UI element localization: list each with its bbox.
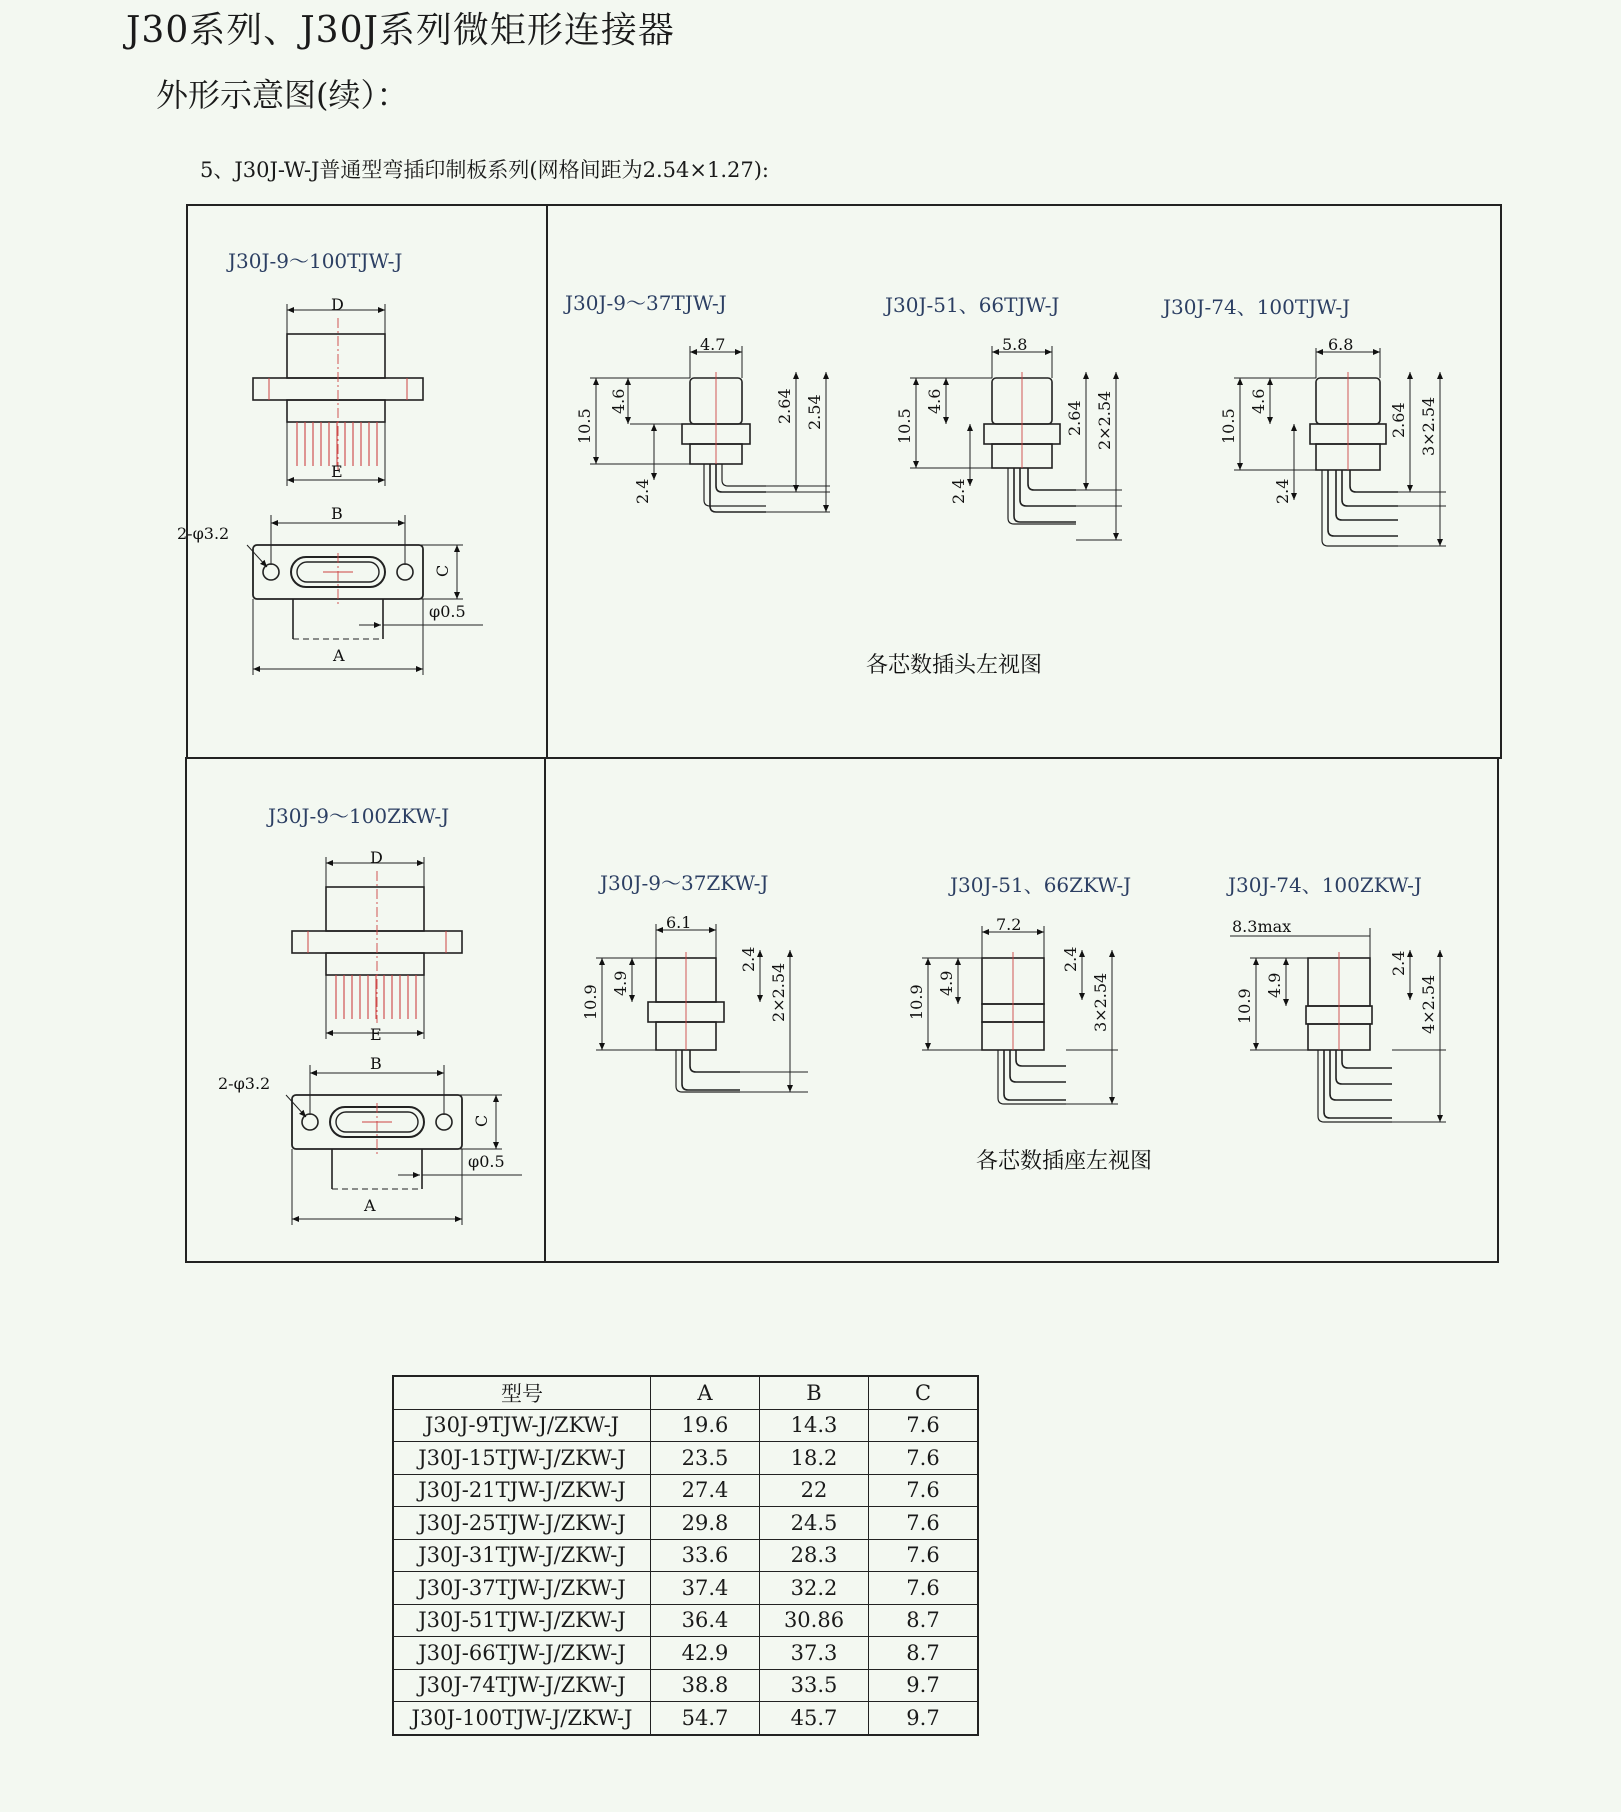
cell-c: 9.7 [869, 1702, 979, 1735]
dimension-table-wrap [392, 1375, 979, 1736]
socket-v1-shell: 4.9 [611, 970, 630, 996]
header-c: C [869, 1376, 979, 1409]
plug-v3-width: 6.8 [1328, 335, 1354, 354]
cell-model: J30J-100TJW-J/ZKW-J [393, 1702, 651, 1735]
table-row [393, 1442, 978, 1475]
table-row [393, 1409, 978, 1442]
cell-a: 33.6 [651, 1539, 760, 1572]
cell-c: 7.6 [869, 1572, 979, 1605]
plug-v2-pitch2: 2×2.54 [1095, 390, 1114, 450]
cell-c: 8.7 [869, 1637, 979, 1670]
plug-outline-title: J30J-9～100TJW-J [228, 249, 403, 273]
table-row [393, 1572, 978, 1605]
socket-v3-shell: 4.9 [1265, 972, 1284, 998]
cell-model: J30J-74TJW-J/ZKW-J [393, 1669, 651, 1702]
cell-model: J30J-9TJW-J/ZKW-J [393, 1409, 651, 1442]
plug-v3-shell: 4.6 [1249, 388, 1268, 414]
header-a: A [651, 1376, 760, 1409]
plug-v2-pitch1: 2.64 [1065, 400, 1084, 436]
socket-label-pin: φ0.5 [468, 1152, 505, 1171]
socket-v1-pitch1: 2.4 [739, 946, 758, 972]
plug-v1-height: 10.5 [575, 408, 594, 444]
socket-view-1-title: J30J-9～37ZKW-J [600, 871, 769, 895]
cell-a: 29.8 [651, 1507, 760, 1540]
cell-b: 30.86 [760, 1604, 869, 1637]
socket-front-view [218, 1054, 522, 1225]
socket-v2-pitch2: 3×2.54 [1091, 972, 1110, 1032]
socket-v2-width: 7.2 [996, 915, 1022, 934]
socket-view-2-title: J30J-51、66ZKW-J [950, 873, 1132, 897]
table-row [393, 1637, 978, 1670]
cell-b: 28.3 [760, 1539, 869, 1572]
plug-label-c: C [433, 564, 452, 577]
plug-label-b: B [331, 504, 343, 523]
socket-v2-height: 10.9 [907, 984, 926, 1020]
plug-label-holes: 2-φ3.2 [177, 524, 230, 543]
cell-b: 24.5 [760, 1507, 869, 1540]
plug-label-e: E [331, 462, 343, 481]
socket-v1-height: 10.9 [581, 984, 600, 1020]
cell-model: J30J-25TJW-J/ZKW-J [393, 1507, 651, 1540]
header-model: 型号 [393, 1376, 651, 1409]
table-body [393, 1409, 978, 1735]
cell-c: 7.6 [869, 1539, 979, 1572]
cell-model: J30J-51TJW-J/ZKW-J [393, 1604, 651, 1637]
table-row [393, 1507, 978, 1540]
plug-view-3-title: J30J-74、100TJW-J [1163, 295, 1351, 319]
socket-views-caption: 各芯数插座左视图 [976, 1149, 1153, 1174]
socket-v3-height: 10.9 [1235, 988, 1254, 1024]
cell-b: 22 [760, 1474, 869, 1507]
socket-label-holes: 2-φ3.2 [218, 1074, 271, 1093]
plug-label-pin: φ0.5 [429, 602, 466, 621]
cell-a: 37.4 [651, 1572, 760, 1605]
plug-v1-offset: 2.4 [633, 478, 652, 504]
table-row [393, 1702, 978, 1735]
plug-label-d: D [331, 295, 344, 314]
plug-side-view-3 [1161, 295, 1350, 319]
plug-v2-height: 10.5 [895, 408, 914, 444]
socket-label-b: B [370, 1054, 382, 1073]
plug-v3-offset: 2.4 [1273, 478, 1292, 504]
table-row [393, 1669, 978, 1702]
plug-v2-offset: 2.4 [949, 478, 968, 504]
socket-v1-width: 6.1 [666, 913, 692, 932]
socket-v2-shell: 4.9 [937, 970, 956, 996]
socket-label-c: C [472, 1114, 491, 1127]
socket-label-a: A [364, 1196, 376, 1215]
cell-model: J30J-31TJW-J/ZKW-J [393, 1539, 651, 1572]
cell-c: 7.6 [869, 1442, 979, 1475]
dimension-table [392, 1375, 979, 1736]
plug-frame [187, 205, 1501, 758]
table-row [393, 1604, 978, 1637]
cell-a: 19.6 [651, 1409, 760, 1442]
plug-v2-width: 5.8 [1002, 335, 1028, 354]
table-header-row [393, 1376, 978, 1409]
plug-side-view-2 [883, 293, 1059, 317]
socket-view-3-title: J30J-74、100ZKW-J [1228, 873, 1422, 897]
cell-c: 8.7 [869, 1604, 979, 1637]
cell-model: J30J-66TJW-J/ZKW-J [393, 1637, 651, 1670]
plug-views-caption: 各芯数插头左视图 [866, 653, 1043, 678]
cell-model: J30J-37TJW-J/ZKW-J [393, 1572, 651, 1605]
cell-b: 33.5 [760, 1669, 869, 1702]
plug-view-1-title: J30J-9～37TJW-J [565, 291, 727, 315]
cell-a: 54.7 [651, 1702, 760, 1735]
socket-outline-title: J30J-9～100ZKW-J [268, 804, 450, 828]
cell-a: 42.9 [651, 1637, 760, 1670]
page-subtitle: 外形示意图(续）： [156, 76, 409, 114]
table-row [393, 1474, 978, 1507]
cell-b: 32.2 [760, 1572, 869, 1605]
plug-v3-pitch1: 2.64 [1389, 402, 1408, 438]
cell-b: 18.2 [760, 1442, 869, 1475]
socket-v3-width: 8.3max [1232, 917, 1292, 936]
header-b: B [760, 1376, 869, 1409]
socket-v3-pitch1: 2.4 [1389, 950, 1408, 976]
socket-frame [186, 758, 1498, 1262]
table-row [393, 1539, 978, 1572]
cell-model: J30J-15TJW-J/ZKW-J [393, 1442, 651, 1475]
socket-label-d: D [370, 848, 383, 867]
plug-label-a: A [333, 646, 345, 665]
socket-v2-pitch1: 2.4 [1061, 946, 1080, 972]
socket-label-e: E [370, 1025, 382, 1044]
cell-a: 23.5 [651, 1442, 760, 1475]
cell-model: J30J-21TJW-J/ZKW-J [393, 1474, 651, 1507]
cell-b: 14.3 [760, 1409, 869, 1442]
cell-c: 7.6 [869, 1507, 979, 1540]
cell-b: 37.3 [760, 1637, 869, 1670]
plug-v1-pitch2: 2.54 [805, 394, 824, 430]
page-title: J30系列、J30J系列微矩形连接器 [126, 10, 675, 51]
socket-v1-pitch2: 2×2.54 [769, 962, 788, 1022]
cell-c: 7.6 [869, 1409, 979, 1442]
plug-v3-height: 10.5 [1219, 408, 1238, 444]
plug-view-2-title: J30J-51、66TJW-J [885, 293, 1060, 317]
plug-v1-width: 4.7 [700, 335, 726, 354]
plug-v1-shell: 4.6 [609, 388, 628, 414]
socket-v3-pitch2: 4×2.54 [1419, 974, 1438, 1034]
plug-v3-pitch2: 3×2.54 [1419, 396, 1438, 456]
plug-front-view [177, 504, 483, 675]
plug-v2-shell: 4.6 [925, 388, 944, 414]
cell-c: 7.6 [869, 1474, 979, 1507]
plug-top-view [253, 295, 423, 486]
cell-a: 27.4 [651, 1474, 760, 1507]
section-caption: 5、J30J-W-J普通型弯插印制板系列(网格间距为2.54×1.27): [200, 158, 770, 182]
plug-side-view-1 [563, 291, 727, 315]
cell-a: 38.8 [651, 1669, 760, 1702]
cell-c: 9.7 [869, 1669, 979, 1702]
cell-a: 36.4 [651, 1604, 760, 1637]
plug-v1-pitch1: 2.64 [775, 388, 794, 424]
socket-top-view [292, 848, 462, 1044]
cell-b: 45.7 [760, 1702, 869, 1735]
